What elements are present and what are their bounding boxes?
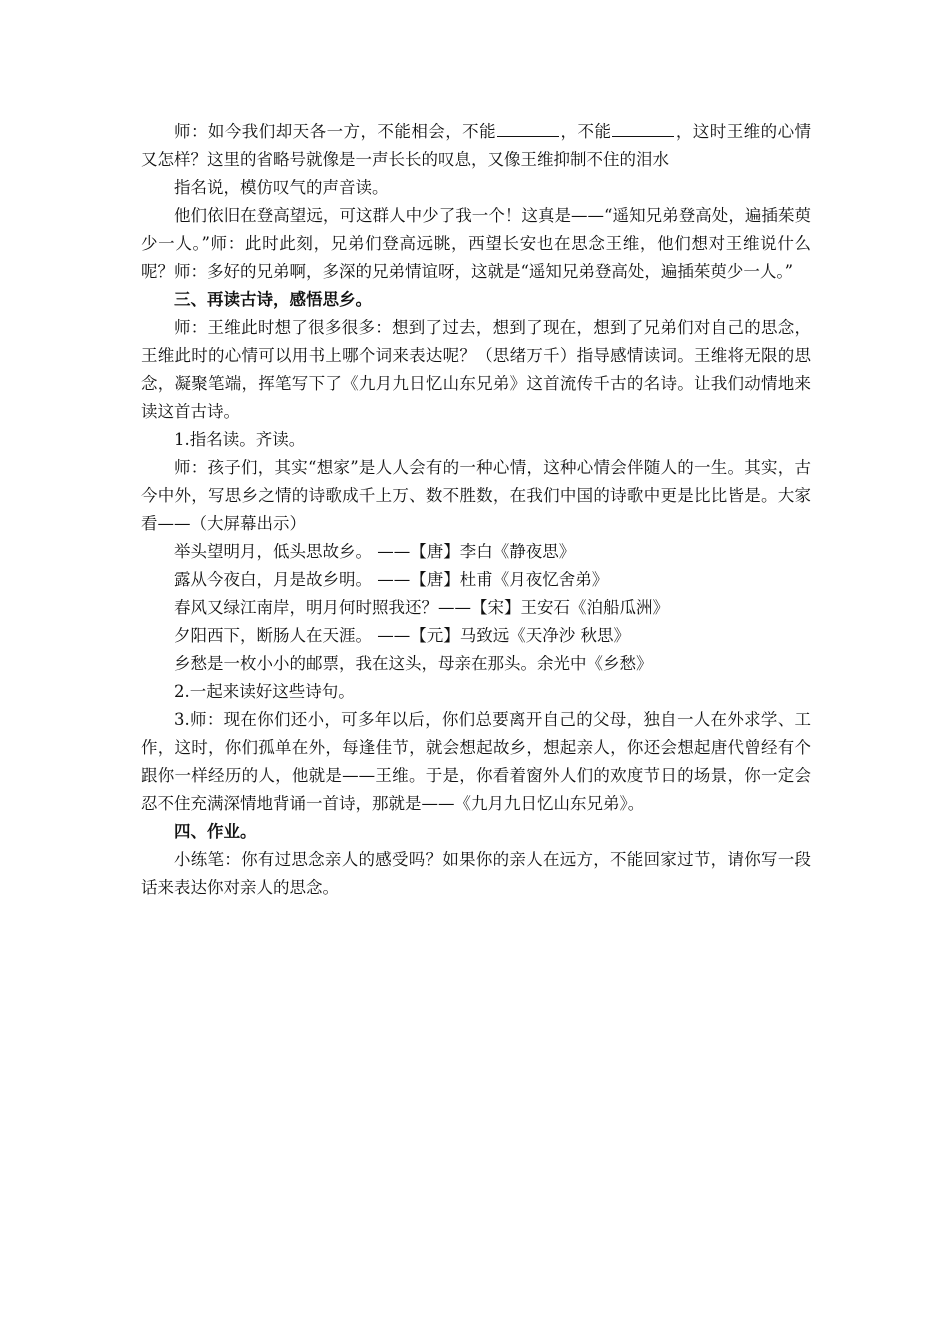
poem-line-4: 夕阳西下，断肠人在天涯。 ——【元】马致远《天净沙 秋思》 [174,626,630,645]
paragraph-step-1: 1.指名读。齐读。 [174,430,306,449]
fill-in-blank [612,120,674,137]
section-heading-4: 四、作业。 [174,822,257,841]
paragraph-step-2: 2.一起来读好这些诗句。 [174,682,355,701]
poem-line-1: 举头望明月，低头思故乡。 ——【唐】李白《静夜思》 [174,542,576,561]
paragraph-teacher-blanks [141,118,811,174]
poem-line-5: 乡愁是一枚小小的邮票，我在这头，母亲在那头。余光中《乡愁》 [174,654,653,673]
paragraph-text: ，这时王维的心情又怎样？这里的省略号就像是一声长长的叹息，又像王维抑制不住的泪水 [141,122,812,169]
document-body [141,118,811,902]
paragraph-brothers: 他们依旧在登高望远，可这群人中少了我一个！这真是——“遥知兄弟登高处，遍插茱萸少一人。”师：此时此刻，兄弟们登高远眺，西望长安也在思念王维，他们想对王维说什么呢？师：多好的兄弟啊，多深的兄弟情谊呀，这就是“遥知兄弟登高处，遍插茱萸少一人。” [141,206,811,281]
paragraph-instruction: 指名说，模仿叹气的声音读。 [174,178,389,197]
poem-line-3: 春风又绿江南岸，明月何时照我还？——【宋】王安石《泊船瓜洲》 [174,598,669,617]
paragraph-homesick-intro: 师：孩子们，其实“想家”是人人会有的一种心情，这种心情会伴随人的一生。其实，古今中外，写思乡之情的诗歌成千上万、数不胜数，在我们中国的诗歌中更是比比皆是。大家看——（大屏幕出示） [141,458,811,533]
section-heading-3: 三、再读古诗，感悟思乡。 [174,290,372,309]
paragraph-step-3: 3.师：现在你们还小，可多年以后，你们总要离开自己的父母，独自一人在外求学、工作，这时，你们孤单在外，每逢佳节，就会想起故乡，想起亲人，你还会想起唐代曾经有个跟你一样经历的人，他就是——王维。于是，你看着窗外人们的欢度节日的场景，你一定会忍不住充满深情地背诵一首诗，那就是——《九月九日忆山东兄弟》。 [141,710,811,813]
fill-in-blank [497,120,559,137]
poem-line-2: 露从今夜白，月是故乡明。 ——【唐】杜甫《月夜忆舍弟》 [174,570,609,589]
paragraph-wangwei-thoughts: 师：王维此时想了很多很多：想到了过去，想到了现在，想到了兄弟们对自己的思念，王维此时的心情可以用书上哪个词来表达呢？（思绪万千）指导感情读词。王维将无限的思念，凝聚笔端，挥笔写下了《九月九日忆山东兄弟》这首流传千古的名诗。让我们动情地来读这首古诗。 [141,318,811,421]
paragraph-text: ，不能 [560,122,612,141]
paragraph-text: 师：如今我们却天各一方，不能相会，不能 [174,122,497,141]
paragraph-homework: 小练笔：你有过思念亲人的感受吗？如果你的亲人在远方，不能回家过节，请你写一段话来表达你对亲人的思念。 [141,850,811,897]
